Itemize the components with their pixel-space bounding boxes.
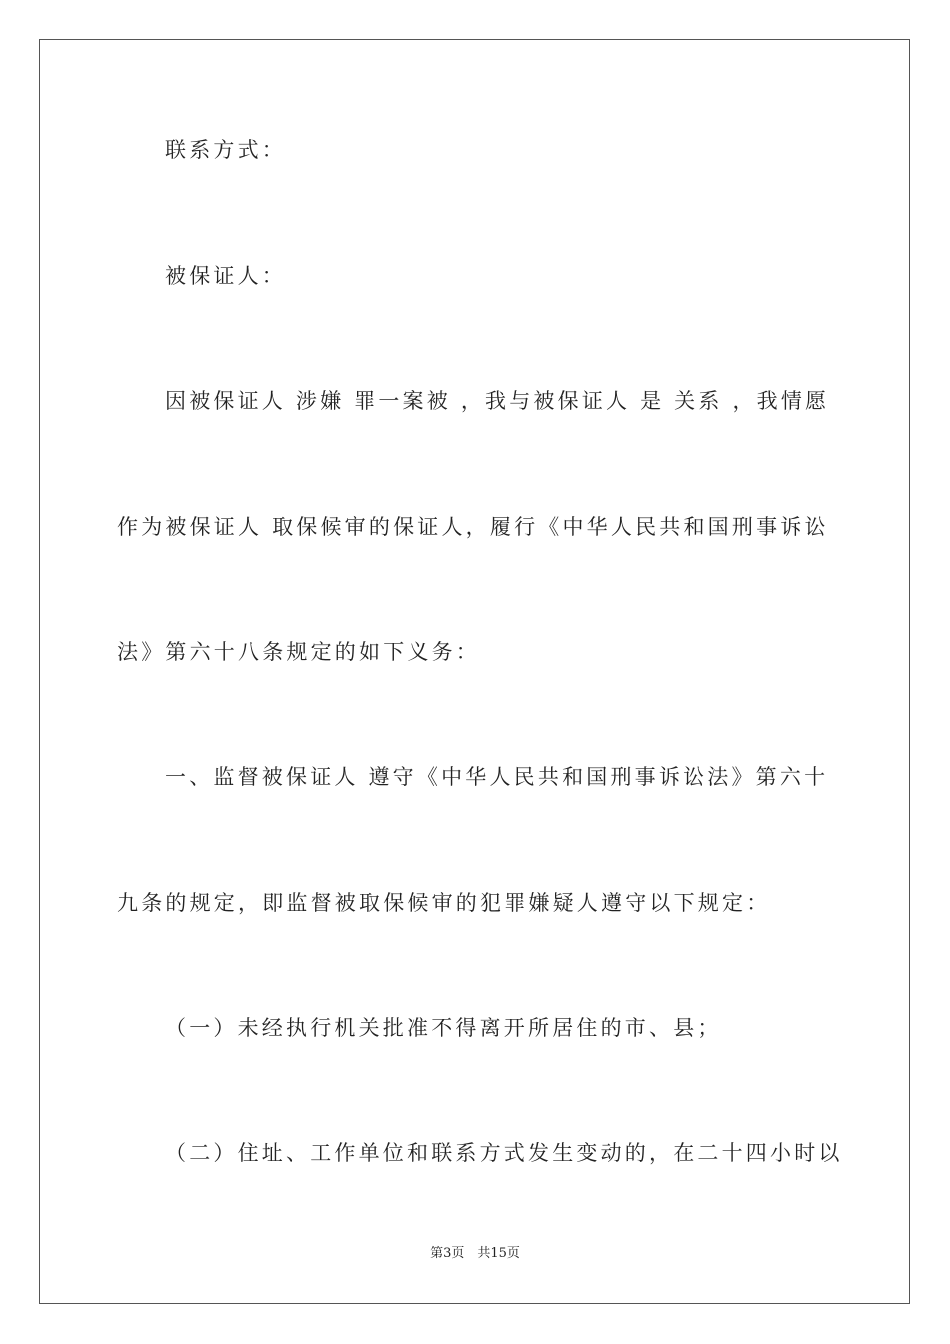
clause-one-line-2: 九条的规定，即监督被取保候审的犯罪嫌疑人遵守以下规定：	[117, 891, 771, 915]
guaranteed-person-line: 被保证人：	[165, 264, 286, 288]
page-number-footer: 第3页 共15页	[430, 1246, 520, 1261]
clause-one-line-1: 一、监督被保证人 遵守《中华人民共和国刑事诉讼法》第六十	[165, 765, 829, 789]
paragraph-line-3: 法》第六十八条规定的如下义务：	[117, 640, 480, 664]
paragraph-line-2: 作为被保证人 取保候审的保证人，履行《中华人民共和国刑事诉讼	[117, 515, 829, 539]
sub-clause-two: （二）住址、工作单位和联系方式发生变动的，在二十四小时以	[165, 1141, 843, 1165]
contact-method-line: 联系方式：	[165, 138, 286, 162]
sub-clause-one: （一）未经执行机关批准不得离开所居住的市、县；	[165, 1016, 722, 1040]
page-border	[39, 39, 910, 1304]
paragraph-line-1: 因被保证人 涉嫌 罪一案被 ，我与被保证人 是 关系 ，我情愿	[165, 389, 830, 413]
